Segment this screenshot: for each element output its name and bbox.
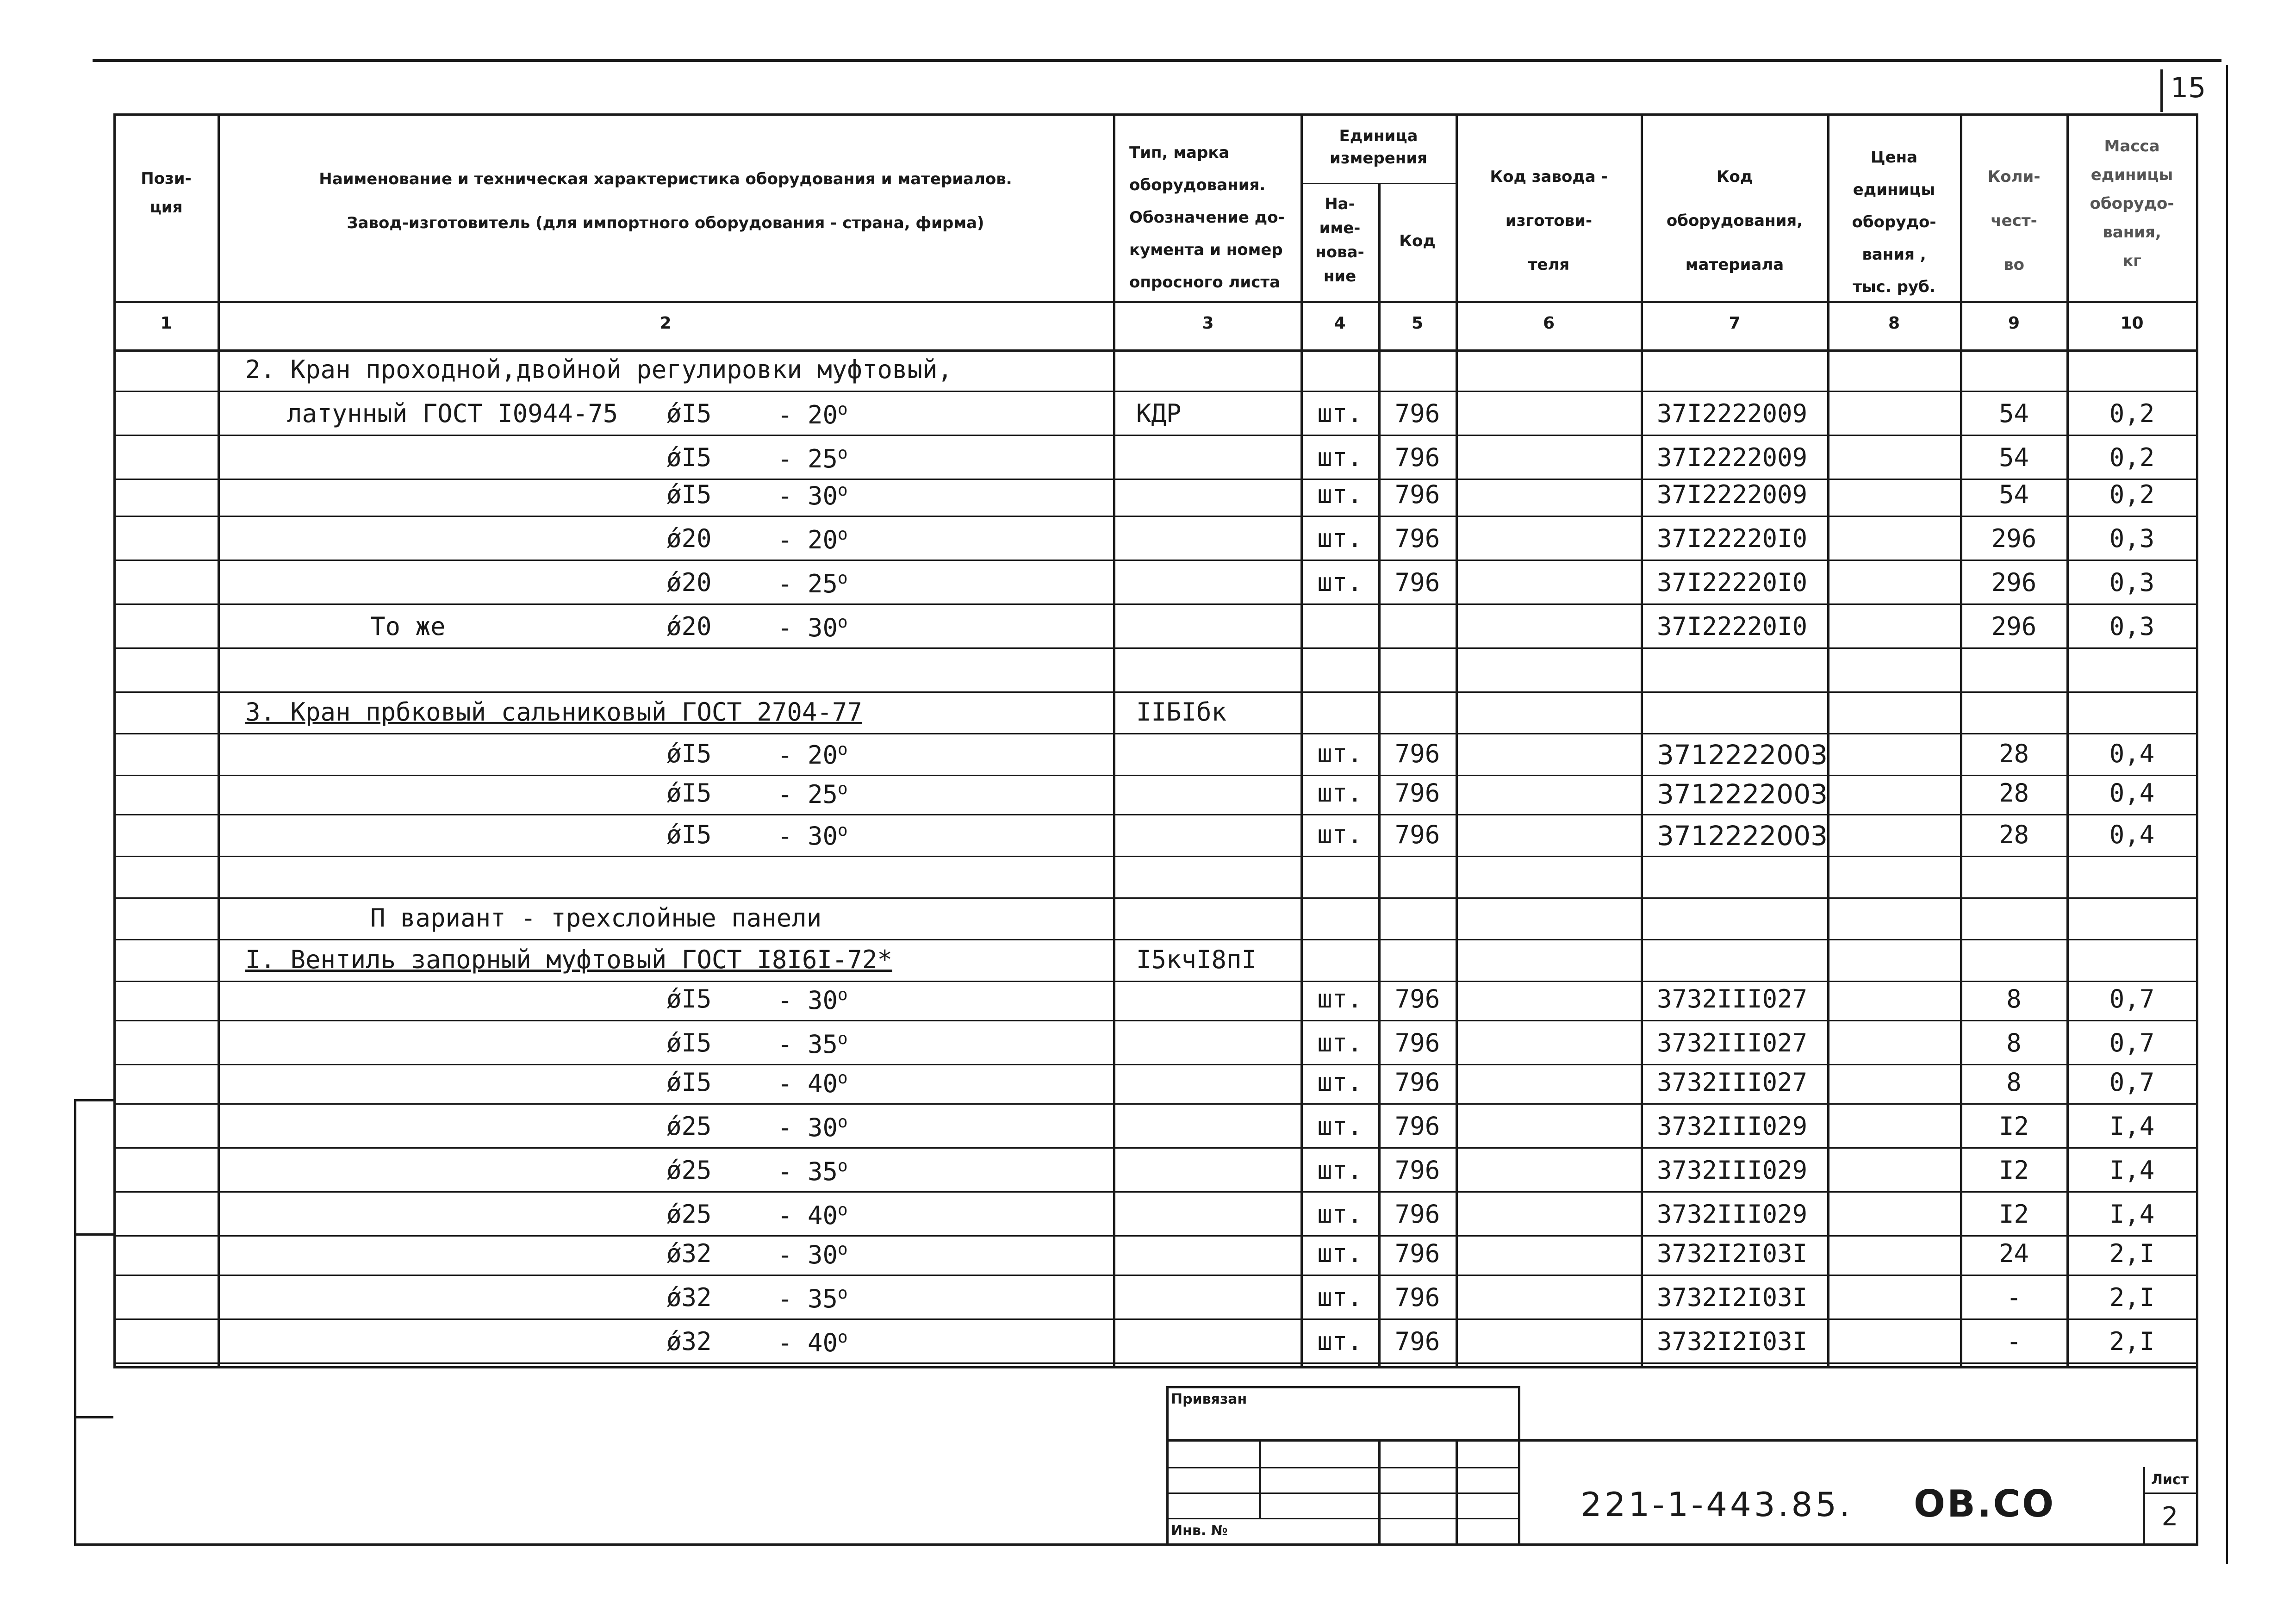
row-quantity: 28 xyxy=(1998,820,2029,849)
row-separator xyxy=(115,1064,2196,1065)
row-unit-code: 796 xyxy=(1394,524,1440,553)
row-diameter: ǿ25 xyxy=(666,1200,712,1229)
row-name: 3. Кран прбковый сальниковый ГОСТ 2704-77 xyxy=(245,697,862,727)
row-length: - 40$^o$ xyxy=(778,1328,848,1357)
row-diameter: ǿI5 xyxy=(666,399,712,428)
row-equipment-code: 3732III029 xyxy=(1657,1156,1808,1185)
row-diameter: ǿI5 xyxy=(666,480,712,509)
row-diameter: ǿ20 xyxy=(666,524,712,553)
colnum-6: 6 xyxy=(1543,314,1555,333)
row-diameter: ǿ25 xyxy=(666,1156,712,1185)
row-diameter: ǿI5 xyxy=(666,984,712,1014)
row-mass: 0,7 xyxy=(2109,1068,2155,1097)
header-col4: На- име- нова- ние xyxy=(1315,195,1364,286)
row-length: - 25$^o$ xyxy=(778,779,848,809)
row-unit: шт. xyxy=(1317,399,1363,428)
row-mass: 0,3 xyxy=(2109,568,2155,597)
row-length: - 35$^o$ xyxy=(778,1284,848,1313)
row-quantity: I2 xyxy=(1998,1156,2029,1185)
header-col3: Тип, марка оборудования. Обозначение до- кумента и номер опросного листа xyxy=(1129,143,1285,292)
row-mass: 0,7 xyxy=(2109,984,2155,1014)
row-diameter: ǿ32 xyxy=(666,1283,712,1312)
row-diameter: ǿ32 xyxy=(666,1239,712,1268)
header-col5: Код xyxy=(1399,232,1436,250)
sheet-label: Лист xyxy=(2151,1472,2189,1488)
row-equipment-code: 3732III027 xyxy=(1657,984,1808,1014)
corner-sheet-number: 15 xyxy=(2171,72,2206,104)
row-unit-code: 796 xyxy=(1394,1028,1440,1057)
row-separator xyxy=(115,1103,2196,1105)
row-unit: шт. xyxy=(1317,443,1363,472)
row-quantity: 296 xyxy=(1991,612,2037,641)
colnum-5: 5 xyxy=(1411,314,1424,333)
row-unit: шт. xyxy=(1317,1283,1363,1312)
row-diameter: ǿ20 xyxy=(666,568,712,597)
header-unit-group: Единица измерения xyxy=(1330,127,1427,168)
header-col10: Масса единицы оборудо- вания, кг xyxy=(2090,137,2174,270)
row-separator xyxy=(115,775,2196,776)
row-unit: шт. xyxy=(1317,480,1363,509)
row-equipment-code: 3712222003 xyxy=(1657,820,1828,852)
row-length: - 40$^o$ xyxy=(778,1069,848,1098)
row-unit: шт. xyxy=(1317,1327,1363,1356)
degree-mark: o xyxy=(838,1069,848,1088)
row-length: - 35$^o$ xyxy=(778,1029,848,1059)
degree-mark: o xyxy=(838,1240,848,1259)
row-separator xyxy=(115,981,2196,982)
header-col2: Наименование и техническая характеристика оборудования и материалов. Завод-изготовитель (для импортного оборудования - страна, фирма) xyxy=(319,170,1012,232)
row-equipment-code: 37I2222009 xyxy=(1657,480,1808,509)
row-unit-code: 796 xyxy=(1394,1156,1440,1185)
row-separator xyxy=(115,647,2196,649)
row-unit-code: 796 xyxy=(1394,480,1440,509)
row-quantity: 28 xyxy=(1998,739,2029,768)
row-unit: шт. xyxy=(1317,568,1363,597)
row-unit-code: 796 xyxy=(1394,1327,1440,1356)
table-right-border xyxy=(2196,113,2198,1543)
row-length: - 25$^o$ xyxy=(778,569,848,598)
row-unit: шт. xyxy=(1317,778,1363,808)
row-separator xyxy=(115,603,2196,605)
row-separator xyxy=(115,435,2196,436)
degree-mark: o xyxy=(838,1200,848,1219)
row-unit-code: 796 xyxy=(1394,1068,1440,1097)
row-quantity: - xyxy=(2006,1327,2022,1356)
row-unit-code: 796 xyxy=(1394,1112,1440,1141)
row-quantity: 8 xyxy=(2006,1028,2022,1057)
row-equipment-code: 37I22220I0 xyxy=(1657,524,1808,553)
row-separator xyxy=(115,391,2196,392)
row-name: I. Вентиль запорный муфтовый ГОСТ I8I6I-72* xyxy=(245,945,892,974)
row-separator xyxy=(115,897,2196,899)
row-separator xyxy=(115,1318,2196,1320)
colnum-2: 2 xyxy=(660,314,672,333)
row-quantity: 54 xyxy=(1998,399,2029,428)
row-mass: 0,4 xyxy=(2109,739,2155,768)
row-unit: шт. xyxy=(1317,984,1363,1014)
row-quantity: - xyxy=(2006,1283,2022,1312)
row-quantity: 54 xyxy=(1998,443,2029,472)
row-unit-code: 796 xyxy=(1394,1283,1440,1312)
row-unit: шт. xyxy=(1317,1200,1363,1229)
row-diameter: ǿI5 xyxy=(666,1068,712,1097)
degree-mark: o xyxy=(838,1284,848,1303)
row-length: - 20$^o$ xyxy=(778,740,848,770)
row-quantity: 296 xyxy=(1991,524,2037,553)
stamp-inv-label: Инв. № xyxy=(1171,1523,1228,1539)
row-separator xyxy=(115,939,2196,940)
degree-mark: o xyxy=(838,1029,848,1048)
row-unit: шт. xyxy=(1317,820,1363,849)
degree-mark: o xyxy=(838,444,848,463)
row-name: 2. Кран проходной,двойной регулировки муфтовый, xyxy=(245,355,953,384)
row-separator xyxy=(115,1020,2196,1021)
row-quantity: I2 xyxy=(1998,1200,2029,1229)
row-separator xyxy=(115,1275,2196,1276)
row-length: - 40$^o$ xyxy=(778,1200,848,1230)
row-unit: шт. xyxy=(1317,739,1363,768)
row-length: - 20$^o$ xyxy=(778,525,848,554)
degree-mark: o xyxy=(838,740,848,759)
row-mass: 2,I xyxy=(2109,1327,2155,1356)
row-length: - 20$^o$ xyxy=(778,400,848,429)
colnum-1: 1 xyxy=(160,314,172,333)
row-type: IIБIбк xyxy=(1136,697,1227,727)
header-col1: Пози- ция xyxy=(141,169,192,217)
header-col9: Коли- чест- во xyxy=(1987,168,2041,274)
row-diameter: ǿI5 xyxy=(666,1028,712,1057)
row-mass: 0,2 xyxy=(2109,399,2155,428)
row-mass: I,4 xyxy=(2109,1112,2155,1141)
degree-mark: o xyxy=(838,525,848,544)
row-unit-code: 796 xyxy=(1394,1239,1440,1268)
row-length: - 30$^o$ xyxy=(778,1113,848,1142)
header-col6: Код завода - изготови- теля xyxy=(1490,168,1608,274)
row-length: - 30$^o$ xyxy=(778,613,848,642)
document-mark: ОВ.СО xyxy=(1914,1482,2056,1525)
colnum-10: 10 xyxy=(2120,314,2144,333)
row-separator xyxy=(115,691,2196,693)
row-quantity: I2 xyxy=(1998,1112,2029,1141)
row-equipment-code: 3712222003 xyxy=(1657,778,1828,810)
row-equipment-code: 3712222003 xyxy=(1657,739,1828,771)
row-unit: шт. xyxy=(1317,1239,1363,1268)
row-equipment-code: 3732III027 xyxy=(1657,1068,1808,1097)
row-type: I5кчI8пI xyxy=(1136,945,1257,974)
document-code: 221-1-443.85. xyxy=(1580,1485,1853,1524)
row-unit: шт. xyxy=(1317,524,1363,553)
row-diameter: ǿ25 xyxy=(666,1112,712,1141)
row-unit: шт. xyxy=(1317,1156,1363,1185)
table-left-border xyxy=(113,113,116,1368)
row-diameter: ǿ20 xyxy=(666,612,712,641)
row-mass: 0,2 xyxy=(2109,480,2155,509)
row-mass: 0,3 xyxy=(2109,524,2155,553)
row-separator xyxy=(115,1191,2196,1193)
row-separator xyxy=(115,516,2196,517)
colnum-7: 7 xyxy=(1729,314,1741,333)
colnum-3: 3 xyxy=(1202,314,1214,333)
row-quantity: 296 xyxy=(1991,568,2037,597)
row-diameter: ǿ32 xyxy=(666,1327,712,1356)
row-diameter: ǿI5 xyxy=(666,739,712,768)
row-equipment-code: 3732I2I03I xyxy=(1657,1327,1808,1356)
row-separator xyxy=(115,479,2196,480)
row-unit: шт. xyxy=(1317,1068,1363,1097)
row-unit-code: 796 xyxy=(1394,568,1440,597)
row-unit-code: 796 xyxy=(1394,443,1440,472)
sheet-number: 2 xyxy=(2161,1502,2178,1532)
row-mass: I,4 xyxy=(2109,1200,2155,1229)
row-mass: 0,4 xyxy=(2109,820,2155,849)
row-diameter: ǿI5 xyxy=(666,443,712,472)
row-unit-code: 796 xyxy=(1394,739,1440,768)
row-unit-code: 796 xyxy=(1394,984,1440,1014)
row-length: - 30$^o$ xyxy=(778,481,848,510)
row-length: - 30$^o$ xyxy=(778,1240,848,1269)
row-mass: 2,I xyxy=(2109,1283,2155,1312)
header-col8: Цена единицы оборудо- вания , тыс. руб. xyxy=(1852,148,1936,296)
row-equipment-code: 37I2222009 xyxy=(1657,399,1808,428)
degree-mark: o xyxy=(838,1113,848,1132)
stamp-bound-label: Привязан xyxy=(1171,1391,1247,1407)
row-equipment-code: 37I2222009 xyxy=(1657,443,1808,472)
row-length: - 30$^o$ xyxy=(778,821,848,851)
row-type: КДР xyxy=(1136,399,1182,428)
degree-mark: o xyxy=(838,779,848,798)
row-separator xyxy=(115,560,2196,561)
row-equipment-code: 37I22220I0 xyxy=(1657,568,1808,597)
row-quantity: 54 xyxy=(1998,480,2029,509)
degree-mark: o xyxy=(838,985,848,1004)
colnum-4: 4 xyxy=(1334,314,1346,333)
degree-mark: o xyxy=(838,481,848,500)
row-mass: 0,4 xyxy=(2109,778,2155,808)
row-unit-code: 796 xyxy=(1394,399,1440,428)
row-name: То же xyxy=(370,612,446,641)
row-unit-code: 796 xyxy=(1394,820,1440,849)
row-unit-code: 796 xyxy=(1394,778,1440,808)
row-name: латунный ГОСТ I0944-75 xyxy=(287,399,618,428)
degree-mark: o xyxy=(838,1328,848,1347)
row-equipment-code: 3732III029 xyxy=(1657,1112,1808,1141)
row-mass: 0,7 xyxy=(2109,1028,2155,1057)
row-separator xyxy=(115,733,2196,734)
row-equipment-code: 3732III027 xyxy=(1657,1028,1808,1057)
row-quantity: 8 xyxy=(2006,984,2022,1014)
row-diameter: ǿI5 xyxy=(666,820,712,849)
row-equipment-code: 3732III029 xyxy=(1657,1200,1808,1229)
row-equipment-code: 3732I2I03I xyxy=(1657,1283,1808,1312)
row-mass: 2,I xyxy=(2109,1239,2155,1268)
row-equipment-code: 37I22220I0 xyxy=(1657,612,1808,641)
degree-mark: o xyxy=(838,821,848,840)
row-quantity: 8 xyxy=(2006,1068,2022,1097)
row-separator xyxy=(115,1362,2196,1364)
row-equipment-code: 3732I2I03I xyxy=(1657,1239,1808,1268)
row-quantity: 24 xyxy=(1998,1239,2029,1268)
degree-mark: o xyxy=(838,400,848,419)
row-separator xyxy=(115,1235,2196,1237)
colnum-8: 8 xyxy=(1888,314,1900,333)
row-mass: I,4 xyxy=(2109,1156,2155,1185)
row-separator xyxy=(115,814,2196,815)
row-mass: 0,3 xyxy=(2109,612,2155,641)
row-separator xyxy=(115,856,2196,857)
row-unit: шт. xyxy=(1317,1112,1363,1141)
colnum-9: 9 xyxy=(2008,314,2020,333)
row-name: П вариант - трехслойные панели xyxy=(370,903,822,933)
row-length: - 30$^o$ xyxy=(778,985,848,1015)
header-col7: Код оборудования, материала xyxy=(1666,168,1803,274)
row-mass: 0,2 xyxy=(2109,443,2155,472)
degree-mark: o xyxy=(838,1157,848,1175)
row-separator xyxy=(115,1147,2196,1149)
row-length: - 25$^o$ xyxy=(778,444,848,473)
row-length: - 35$^o$ xyxy=(778,1157,848,1186)
row-quantity: 28 xyxy=(1998,778,2029,808)
row-unit-code: 796 xyxy=(1394,1200,1440,1229)
row-diameter: ǿI5 xyxy=(666,778,712,808)
row-unit: шт. xyxy=(1317,1028,1363,1057)
degree-mark: o xyxy=(838,569,848,588)
degree-mark: o xyxy=(838,613,848,632)
